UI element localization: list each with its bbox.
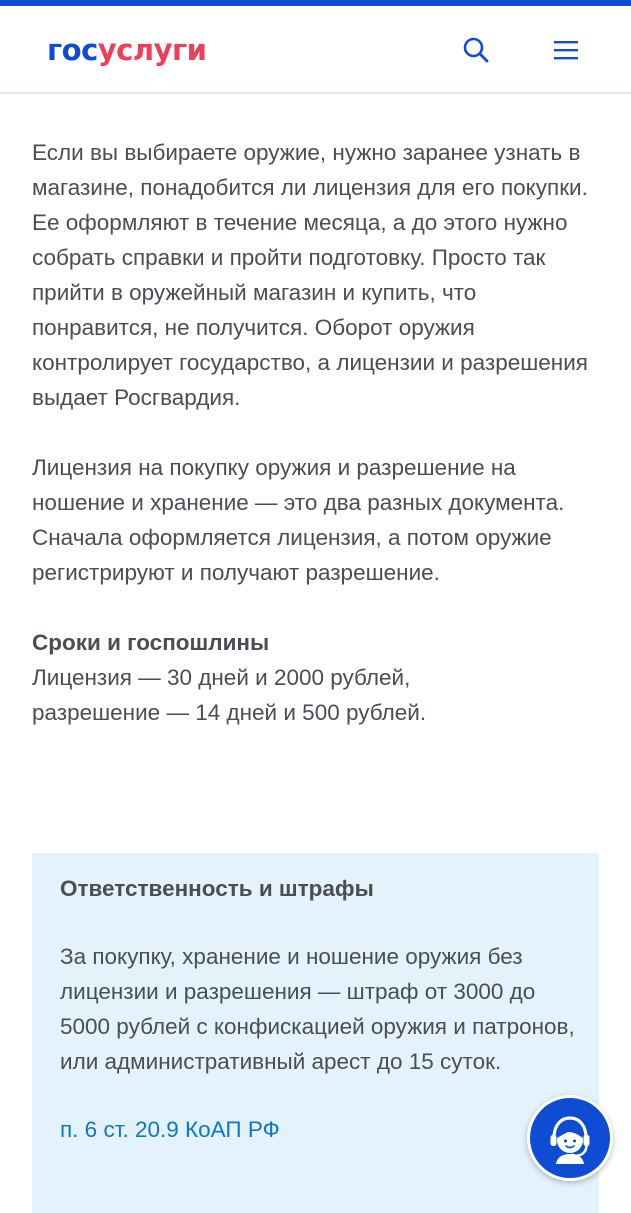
article-paragraph-2: Лицензия на покупку оружия и разрешение на ношение и хранение — это два разных документа. Сначала оформляется лицензия, а потом оружие регистрируют и получают разрешение.: [32, 455, 565, 585]
logo-part-uslugi: услуги: [97, 33, 207, 67]
site-header: [0, 6, 631, 94]
koap-law-link[interactable]: п. 6 ст. 20.9 КоАП РФ: [60, 1117, 280, 1142]
logo-part-gos: гос: [47, 33, 98, 67]
support-operator-icon: [542, 1110, 598, 1166]
search-icon: [462, 36, 490, 64]
info-box-title: Ответственность и штрафы: [60, 876, 374, 901]
responsibility-info-box: [32, 853, 599, 1213]
menu-button[interactable]: [546, 30, 586, 70]
article-paragraph-1: Если вы выбираете оружие, нужно заранее узнать в магазине, понадобится ли лицензия для его покупки. Ее оформляют в течение месяца, а до этого нужно собрать справки и пройти подготовку. Просто так прийти в оружейный магазин и купить, что понравится, не получится. Оборот оружия контролирует государство, а лицензии и разрешения выдает Росгвардия.: [32, 140, 588, 410]
search-button[interactable]: [456, 30, 496, 70]
article-content: [32, 135, 607, 730]
info-box-text: За покупку, хранение и ношение оружия без лицензии и разрешения — штраф от 3000 до 5000 рублей с конфискацией оружия и патронов, или административный арест до 15 суток.: [60, 944, 575, 1074]
terms-line-permit: разрешение — 14 дней и 500 рублей.: [32, 700, 427, 725]
support-chat-button[interactable]: [527, 1095, 613, 1181]
gosuslugi-logo[interactable]: [47, 34, 206, 66]
terms-heading: Сроки и госпошлины: [32, 630, 270, 655]
terms-line-license: Лицензия — 30 дней и 2000 рублей,: [32, 665, 411, 690]
info-box-inner: [60, 871, 580, 1147]
hamburger-menu-icon: [553, 39, 579, 61]
